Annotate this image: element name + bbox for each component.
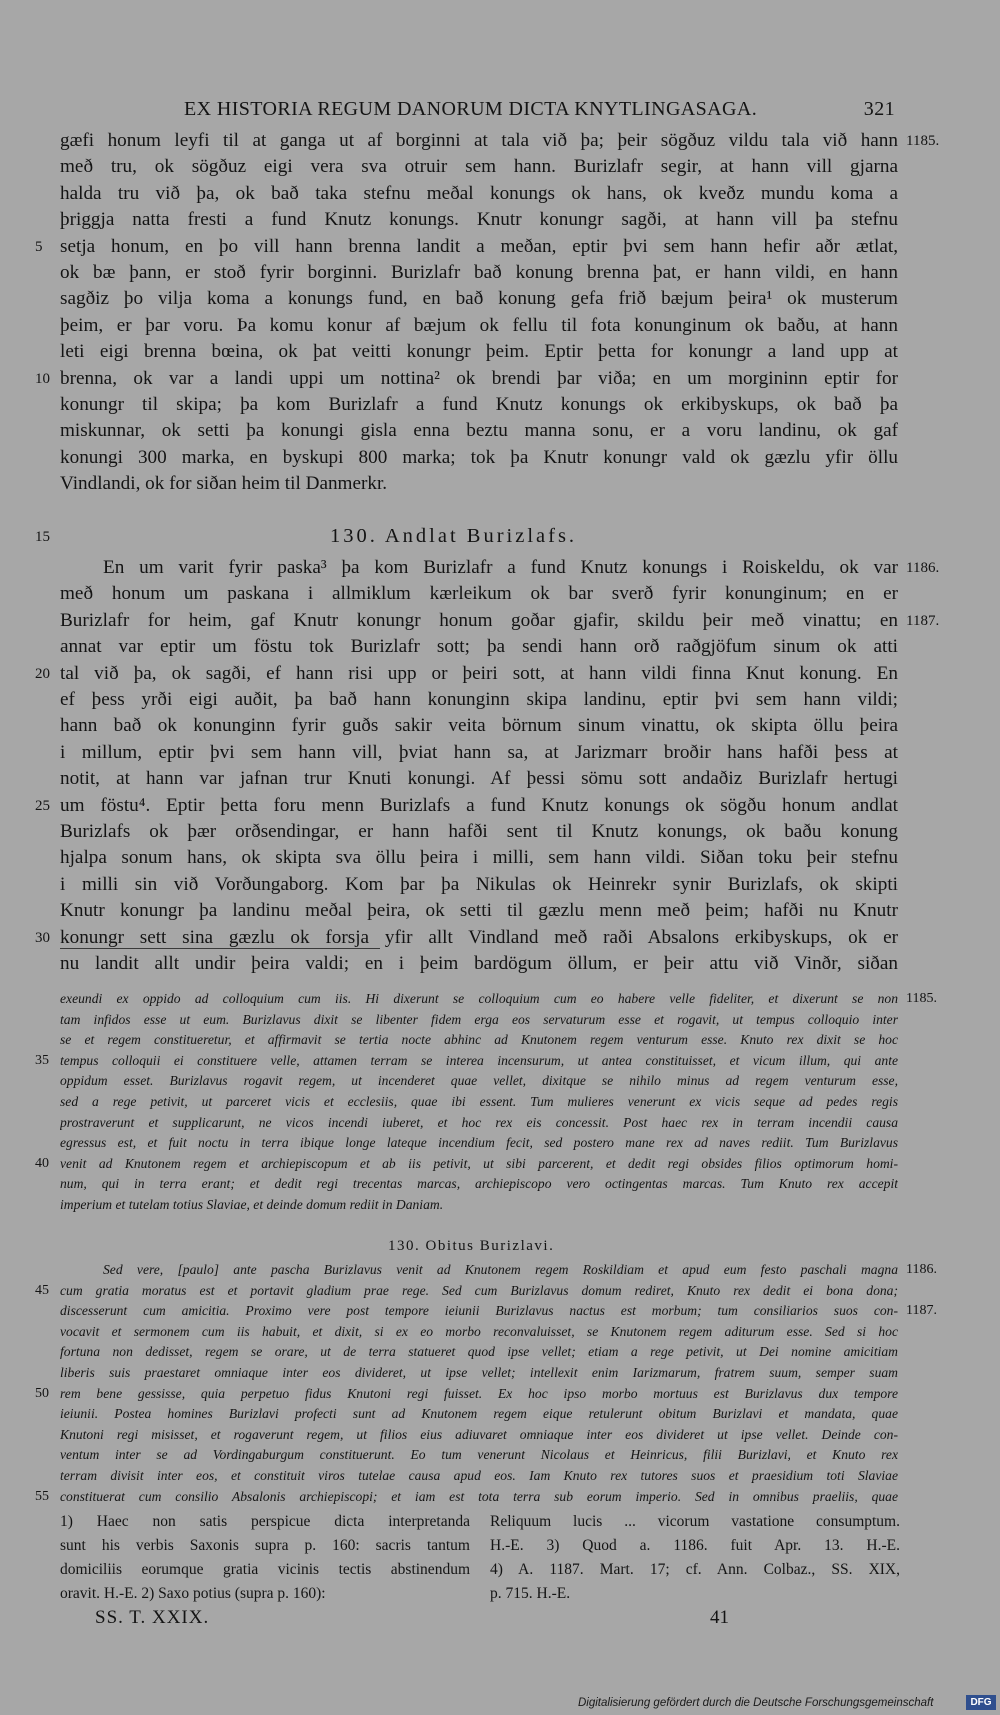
line-text: brenna, ok var a landi uppi um nottina² ok brendi þar viða; en um morgininn eptir for	[60, 367, 898, 389]
footnotes-right-column	[490, 1510, 900, 1606]
line-text: hann bað ok konunginn fyrir guðs sakir veita börnum sinum vinattu, ok skipta öllu þeira	[60, 715, 898, 737]
line-text: tam infidos esse ut eum. Burizlavus dixit se libenter fidem erga eos servaturum esse et rogavit, ut tempus colloquio inter	[60, 1011, 898, 1027]
margin-year: 1185.	[906, 133, 940, 149]
text-line	[0, 951, 1000, 977]
text-line	[0, 1301, 1000, 1322]
line-text: hjalpa sonum hans, ok skipta sva öllu þeira i milli, sem hann vildi. Siðan toku þeir stefnu	[60, 847, 898, 869]
line-number: 10	[35, 370, 50, 387]
dfg-logo: DFG	[966, 1695, 996, 1710]
line-text: leti eigi brenna bœina, ok þat veitti konungr þeim. Eptir þetta for konungr a land upp at	[60, 341, 898, 363]
text-line	[0, 1030, 1000, 1051]
line-text: Knutr konungr þa landinu meðal þeira, ok setti til gæzlu menn með þeim; hafði nu Knutr	[60, 900, 898, 922]
text-line	[0, 392, 1000, 418]
footnote-line: Reliquum lucis ... vicorum vastatione consumptum.	[490, 1513, 900, 1530]
text-line	[0, 819, 1000, 845]
line-text: Burizlafr for heim, gaf Knutr konungr honum goðar gjafir, skildu þeir með vinattu; en	[60, 609, 898, 631]
line-text: miskunnar, ok setti þa konungi gisla enna beztu manna sonu, er a voru landinu, ok gaf	[60, 420, 898, 442]
text-line	[0, 1384, 1000, 1405]
text-line	[0, 1071, 1000, 1092]
line-text: rem bene gessisse, quia perpetuo fidus Knutoni regi fuisset. Ex hoc ipso morbo mortuus est Burizlavus dux tempore	[60, 1385, 898, 1401]
text-line	[0, 740, 1000, 766]
line-text: sed a rege petivit, ut parceret vicis et ecclesiis, quae ibi essent. Tum mulieres venerunt ex vicis seque ad pedes regis	[60, 1094, 898, 1109]
text-line	[0, 366, 1000, 392]
text-line	[0, 471, 1000, 497]
line-text: cum gratia moratus est et portavit gladium prae rege. Sed cum Burizlavus domum rediret, Knuto rex dedit ei bona dona;	[60, 1282, 898, 1298]
line-text: Sed vere, [paulo] ante pascha Burizlavus venit ad Knutonem regem Roskildiam et apud eum festo paschali magna	[103, 1262, 898, 1277]
chapter-title: 130. Andlat Burizlafs.	[330, 525, 578, 547]
text-line	[0, 1174, 1000, 1195]
text-line	[0, 1092, 1000, 1113]
line-text: ieiunii. Postea homines Burizlavi profecti sunt ad Knutonem regem eique retulerunt obitum Burizlavi et mandata, quae	[60, 1406, 898, 1422]
text-line	[0, 1010, 1000, 1031]
line-text: imperium et tutelam totius Slaviae, et deinde domum rediit in Daniam.	[60, 1197, 444, 1212]
text-line	[0, 1281, 1000, 1302]
footnote-line: domiciliis eorumque gratia vicinis tectis abstinendum	[60, 1561, 470, 1578]
line-text: ef þess yrði eigi auðit, þa bað hann konunginn skipa landinu, eptir þvi sem hann vildi;	[60, 689, 898, 710]
line-text: nu landit allt undir þeira valdi; en i þeim bardögum öllum, er þeir attu við Vinðr, siðan	[60, 953, 898, 974]
margin-year: 1187.	[906, 612, 940, 629]
text-line	[0, 1322, 1000, 1343]
margin-year: 1186.	[906, 1262, 937, 1277]
line-text: þriggja natta fresti a fund Knutz konungs. Knutr konungr sagði, at hann vill þa stefnu	[60, 209, 898, 231]
line-text: discesserunt cum amicitia. Proximo vere post tempore ieiunii Burizlavus nactus est morbum; tum consiliarios suos con-	[60, 1303, 898, 1319]
line-text: liberis suis praestaret omniaque inter eos divideret, ut ipse vellet; intellexit enim Iarizmarum, fratrem suum, semper suam	[60, 1365, 898, 1380]
line-text: se et regem constitueretur, et affirmavit se tertia nocte abhinc ad Knutonem regem venturum esse. Knuto rex dixit se hoc	[60, 1032, 898, 1048]
text-line	[0, 845, 1000, 871]
line-text: notit, at hann var jafnan trur Knuti konungi. Af þessi sömu sott andaðiz Burizlafr hertugi	[60, 768, 898, 790]
line-text: oppidum esset. Burizlavus rogavit regem, ut incenderet quae vellet, dixitque se nihilo minus ad regem venturum esse,	[60, 1073, 898, 1089]
line-text: vocavit et sermonem cum iis habuit, et dixit, si ex eo morbo reconvaluisset, se Knutonem regem aditurum esse. Sed si hoc	[60, 1323, 898, 1339]
running-title: EX HISTORIA REGUM DANORUM DICTA KNYTLINGASAGA.	[184, 98, 758, 120]
text-line	[0, 1260, 1000, 1281]
text-line	[0, 1133, 1000, 1154]
footnote-line: p. 715. H.-E.	[490, 1585, 571, 1602]
text-line	[0, 1113, 1000, 1134]
latin-chapter-title: 130. Obitus Burizlavi.	[388, 1238, 555, 1254]
footnote-line: sunt his verbis Saxonis supra p. 160: sacris tantum	[60, 1537, 470, 1554]
text-line	[0, 898, 1000, 924]
text-line	[0, 286, 1000, 312]
text-line	[0, 260, 1000, 286]
line-text: um föstu⁴. Eptir þetta foru menn Burizlafs a fund Knutz konungs ok sögðu honum andlat	[60, 794, 898, 816]
footnote-line: H.-E. 3) Quod a. 1186. fuit Apr. 13. H.-E.	[490, 1537, 900, 1554]
text-line	[0, 661, 1000, 687]
text-line	[0, 1342, 1000, 1363]
text-line	[0, 181, 1000, 207]
text-line	[0, 1363, 1000, 1384]
text-line	[0, 1195, 1000, 1216]
line-text: Knutoni regi misisset, et rogaverunt regem, ut filios eius adiuvaret omniaque inter eos divideret ut ipse vellet. Deinde con-	[60, 1426, 898, 1442]
footnote-line: oravit. H.-E. 2) Saxo potius (supra p. 160):	[60, 1585, 326, 1602]
line-text: i milli sin við Vorðungaborg. Kom þar þa Nikulas ok Heinrekr synir Burizlafs, ok skipti	[60, 873, 898, 895]
line-text: setja honum, en þo vill hann brenna landit a meðan, eptir þvi sem hann hefir aðr ætlat,	[60, 235, 898, 257]
line-text: i millum, eptir þvi sem hann vill, þviat hann sa, at Jarizmarr broðir hans hafði þess at	[60, 741, 898, 763]
line-text: fortuna non dedisset, regem se orare, ut de terra statueret quod ipse vellet; etiam a rege petivit, ut Dei nomine amicitiam	[60, 1344, 898, 1360]
text-line	[0, 1404, 1000, 1425]
text-line	[0, 154, 1000, 180]
line-number: 55	[35, 1488, 49, 1504]
text-line	[0, 207, 1000, 233]
text-line	[0, 608, 1000, 634]
text-line	[0, 1051, 1000, 1072]
line-text: gæfi honum leyfi til at ganga ut af borginni at tala við þa; þeir sögðuz vildu tala við hann	[60, 130, 898, 151]
gathering-number: 41	[710, 1607, 729, 1628]
footnote-line: 1) Haec non satis perspicue dicta interpretanda	[60, 1513, 470, 1530]
line-text: konungr til skipa; þa kom Burizlafr a fund Knutz konungs ok erkibyskups, ok bað þa	[60, 394, 898, 415]
text-line	[0, 1154, 1000, 1175]
margin-year: 1185.	[906, 991, 937, 1006]
text-line	[0, 687, 1000, 713]
text-line	[0, 339, 1000, 365]
line-text: venit ad Knutonem regem et archiepiscopum et ab iis petivit, ut sibi parcerent, et dedit regi obsides filios optimorum homi-	[60, 1155, 898, 1171]
line-text: þeim, er þar voru. Þa komu konur af bæjum ok fellu til fota konunginum ok baðu, at hann	[60, 314, 898, 336]
line-text: með tru, ok sögðuz eigi vera sva otruir sem hann. Burizlafr segir, at hann vill gjarna	[60, 156, 898, 178]
line-text: ok bæ þann, er stoð fyrir borginni. Burizlafr bað konung brenna þat, er hann vildi, en hann	[60, 262, 898, 283]
text-line	[0, 1466, 1000, 1487]
line-number: 5	[35, 238, 43, 255]
text-line	[0, 793, 1000, 819]
line-text: Burizlafs ok þær orðsendingar, er hann hafði sent til Knutz konungs, ok baðu konung	[60, 821, 898, 842]
line-number: 35	[35, 1052, 49, 1068]
text-line	[0, 234, 1000, 260]
text-line	[0, 418, 1000, 444]
text-line	[0, 1425, 1000, 1446]
line-text: halda tru við þa, ok bað taka stefnu meðal konungs ok hans, ok kveðz mundu koma a	[60, 182, 898, 204]
line-text: egressus est, et fuit noctu in terra ibique longe lateque incendium fecit, sed postero mane rex ad naves rediit. Tum Burizlavus	[60, 1135, 898, 1151]
line-text: prostraverunt et supplicarunt, ne vicos incendi iuberet, et hoc rex eis concessit. Post haec rex in terram incendii causa	[60, 1114, 898, 1130]
line-number: 25	[35, 797, 50, 814]
footnotes-left-column	[60, 1510, 470, 1606]
text-line	[0, 581, 1000, 607]
line-text: constituerat cum consilio Absalonis archiepiscopi; et iam est tota terra sub eorum imperio. Sed in omnibus praeliis, quae	[60, 1488, 898, 1504]
line-text: annat var eptir um föstu tok Burizlafr sott; þa sendi hann orð raðgjöfum sinum ok atti	[60, 636, 898, 658]
line-text: ventum inter se ad Vordingaburgum constituerunt. Eo tum venerunt Nicolaus et Heinricus, filii Burizlavi, et Knuto rex	[60, 1447, 898, 1463]
line-number: 40	[35, 1155, 49, 1171]
text-line	[0, 1487, 1000, 1508]
footnote-line: 4) A. 1187. Mart. 17; cf. Ann. Colbaz., SS. XIX,	[490, 1561, 900, 1578]
line-text: sagðiz þo vilja koma a konungs fund, en bað konung gefa frið bæjum þeira¹ ok musterum	[60, 288, 898, 310]
text-line	[0, 925, 1000, 951]
line-number: 30	[35, 929, 50, 946]
text-line	[0, 445, 1000, 471]
text-line	[0, 872, 1000, 898]
text-line	[0, 634, 1000, 660]
digitization-credit: Digitalisierung gefördert durch die Deutsche Forschungsgemeinschaft	[578, 1697, 934, 1709]
separator-rule	[60, 948, 380, 949]
line-text: En um varit fyrir paska³ þa kom Burizlafr a fund Knutz konungs i Roiskeldu, ok var	[103, 557, 898, 578]
line-text: num, qui in terra erant; et dedit regi trecentas marcas, archiepiscopo vero octingentas marcas. Tum Knuto rex accepit	[60, 1176, 898, 1192]
line-number: 45	[35, 1282, 49, 1298]
line-text: exeundi ex oppido ad colloquium cum iis. Hi dixerunt se colloquium cum eo habere velle fideliter, et dixerunt se non	[60, 991, 898, 1006]
text-line	[0, 555, 1000, 581]
line-text: tempus colloquii ei constituere velle, attamen terram se interea incensurum, ut antea constituisset, et vicum illum, qui ante	[60, 1052, 898, 1068]
margin-year: 1186.	[906, 560, 940, 576]
text-line	[0, 766, 1000, 792]
text-line	[0, 128, 1000, 154]
text-line	[0, 713, 1000, 739]
line-text: konungi 300 marka, en byskupi 800 marka; tok þa Knutr konungr vald ok gæzlu yfir öllu	[60, 446, 898, 468]
text-line	[0, 989, 1000, 1010]
line-text: með honum um paskana i allmiklum kærleikum ok bar sverð fyrir konunginum; en er	[60, 583, 898, 605]
page-number: 321	[863, 98, 895, 120]
text-line	[0, 313, 1000, 339]
line-text: Vindlandi, ok for siðan heim til Danmerkr.	[60, 473, 388, 495]
line-text: terram divisit inter eos, et constituit viros tutelae causa apud eos. Iam Knuto rex tutores suos et praesidium toti Slaviae	[60, 1468, 898, 1483]
line-number: 20	[35, 665, 50, 682]
line-number: 15	[35, 529, 50, 545]
line-number: 50	[35, 1385, 49, 1401]
signature-mark: SS. T. XXIX.	[95, 1607, 210, 1628]
line-text: konungr sett sina gæzlu ok forsja yfir allt Vindland með raði Absalons erkibyskups, ok er	[60, 926, 898, 948]
text-line	[0, 1445, 1000, 1466]
line-text: tal við þa, ok sagði, ef hann risi upp or þeiri sott, at hann vildi finna Knut konung. En	[60, 662, 898, 684]
margin-year: 1187.	[906, 1303, 937, 1319]
